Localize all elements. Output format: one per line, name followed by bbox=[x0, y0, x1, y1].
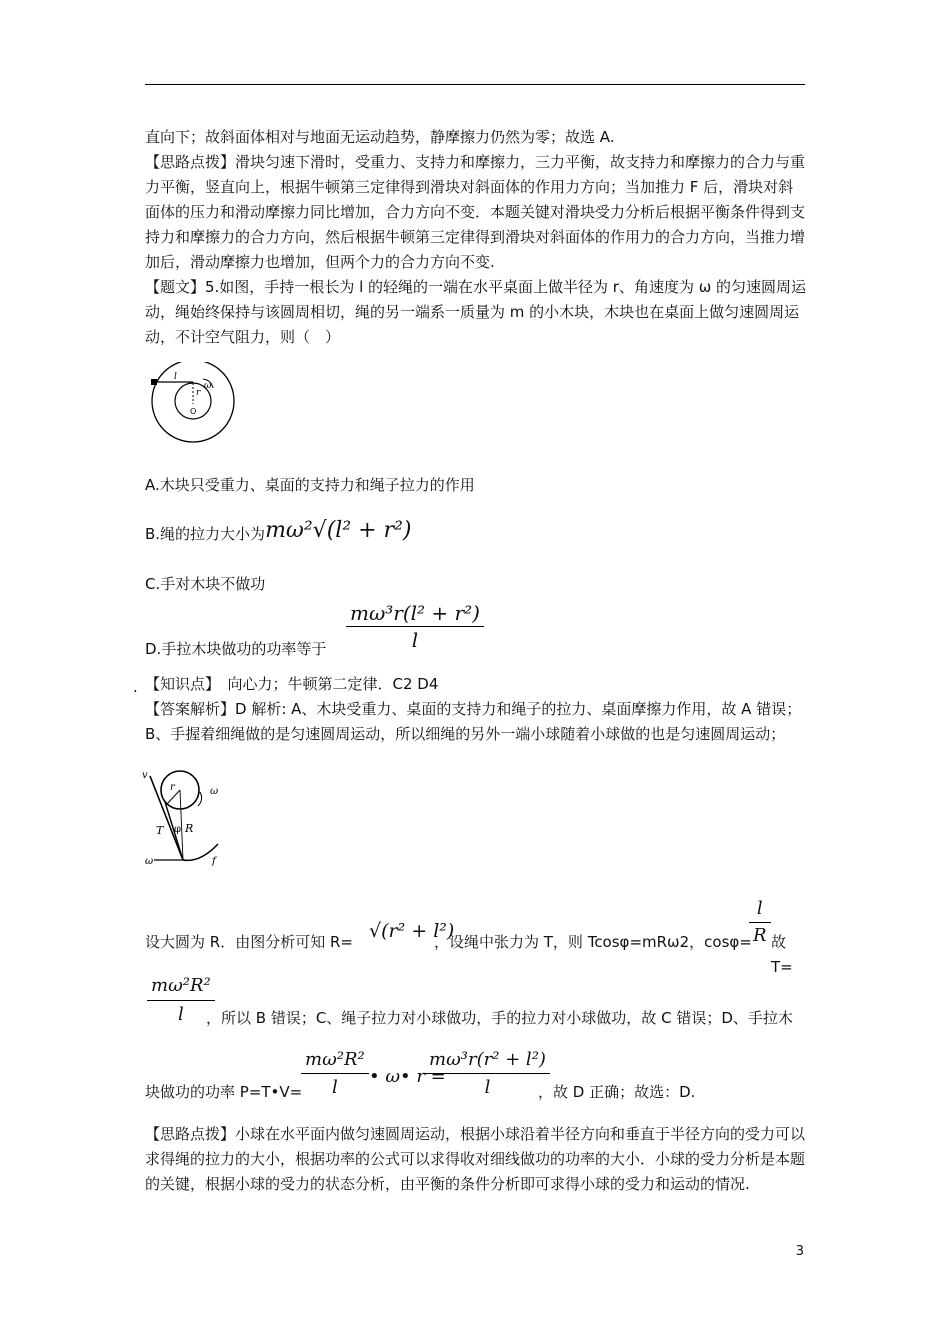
t-numerator: mω²R² bbox=[147, 972, 215, 1001]
label-omega: ω bbox=[204, 381, 212, 391]
option-c: C.手对木块不做功 bbox=[145, 575, 266, 593]
question-text: 【题文】5.如图，手持一根长为 l 的轻绳的一端在水平桌面上做半径为 r、角速度为 ω 的匀速圆周运动，绳始终保持与该圆周相切，绳的另一端系一质量为 m 的小木块，木块也在桌面上做匀速圆周运动，不计空气阻力，则（ ） bbox=[145, 278, 807, 346]
derivation-line-2: ，所以 B 错误；C、绳子拉力对小球做功，手的拉力对小球做功，故 C 错误；D、手拉木 bbox=[206, 1009, 793, 1027]
power-numerator-2: mω³r(r² + l²) bbox=[425, 1046, 550, 1074]
power-fraction-2 bbox=[425, 1046, 550, 1101]
block-square bbox=[151, 379, 157, 385]
power-numerator-1: mω²R² bbox=[301, 1046, 369, 1074]
derivation-root: √(r² + l²) bbox=[369, 920, 455, 942]
option-d-denominator: l bbox=[411, 628, 419, 652]
label-omega-bottom: ω bbox=[145, 856, 154, 867]
option-a: A.木块只受重力、桌面的支持力和绳子拉力的作用 bbox=[145, 476, 475, 494]
figure-concentric-circles bbox=[148, 362, 240, 444]
answer-analysis: 【答案解析】D 解析: A、木块受重力、桌面的支持力和绳子的拉力、桌面摩擦力作用，故 A 错误；B、手握着细绳做的是匀速圆周运动，所以细绳的另外一端小球随着小球做的也是匀速圆周运动； bbox=[145, 700, 802, 743]
derivation-3-end: ，故 D 正确；故选：D. bbox=[538, 1083, 696, 1101]
t-denominator: l bbox=[177, 1004, 184, 1025]
derivation-1-pre: 设大圆为 R．由图分析可知 R= bbox=[145, 933, 353, 951]
header-rule bbox=[145, 84, 805, 85]
option-d-label: D.手拉木块做功的功率等于 bbox=[145, 640, 327, 658]
option-b-formula: mω²√(l² + r²) bbox=[265, 518, 412, 543]
label-v: v bbox=[142, 770, 148, 781]
bullet-dot: . bbox=[133, 678, 138, 696]
page-number: 3 bbox=[795, 1244, 804, 1259]
power-denominator-1: l bbox=[331, 1077, 338, 1098]
label-l: l bbox=[174, 372, 177, 382]
option-b-label: B.绳的拉力大小为 bbox=[145, 525, 266, 543]
t-fraction bbox=[147, 972, 215, 1029]
cos-fraction bbox=[749, 896, 771, 949]
derivation-line-1 bbox=[145, 896, 807, 976]
option-d-numerator: mω³r(l² + r²) bbox=[346, 600, 484, 627]
label-big-r: R bbox=[185, 822, 194, 835]
derivation-1-mid: ，设绳中张力为 T，则 Tcosφ=mRω2，cosφ= bbox=[434, 933, 752, 951]
label-t: T bbox=[156, 824, 164, 837]
label-r-small: r bbox=[170, 782, 175, 793]
derivation-3-pre: 块做功的功率 P=T•V= bbox=[145, 1083, 303, 1101]
paragraph-tip-2: 【思路点拨】小球在水平面内做匀速圆周运动，根据小球沿着半径方向和垂直于半径方向的受力可以求得绳的拉力的大小，根据功率的公式可以求得收对细线做功的功率的大小．小球的受力分析是本题的关键，根据小球的受力的状态分析，由平衡的条件分析即可求得小球的受力和运动的情况. bbox=[145, 1125, 806, 1193]
figure-force-diagram bbox=[140, 768, 230, 874]
outer-circle bbox=[152, 362, 234, 442]
knowledge-point: 【知识点】 向心力；牛顿第二定律．C2 D4 bbox=[145, 675, 439, 693]
label-f: f bbox=[212, 856, 216, 867]
derivation-line-3 bbox=[145, 1046, 807, 1106]
power-fraction-1 bbox=[301, 1046, 369, 1101]
power-denominator-2: l bbox=[484, 1077, 491, 1098]
option-d-fraction bbox=[346, 600, 484, 653]
label-omega-top: ω bbox=[210, 786, 219, 797]
cos-denominator: R bbox=[753, 925, 767, 946]
label-r: r bbox=[196, 388, 201, 398]
velocity-line bbox=[150, 776, 183, 860]
power-mid: • ω• r = bbox=[369, 1066, 446, 1087]
label-o: O bbox=[190, 407, 197, 416]
paragraph-tip-1: 【思路点拨】滑块匀速下滑时，受重力、支持力和摩擦力，三力平衡，故支持力和摩擦力的合力与重力平衡，竖直向上，根据牛顿第三定律得到滑块对斜面体的作用力方向；当加推力 F 后，滑块对斜面体的压力和滑动摩擦力同比增加，合力方向不变．本题关键对滑块受力分析后根据平衡条件得到支持力和摩擦力的合力方向，然后根据牛顿第三定律得到滑块对斜面体的作用力的合力方向，当推力增加后，滑动摩擦力也增加，但两个力的合力方向不变. bbox=[145, 153, 806, 271]
label-phi: φ bbox=[174, 824, 182, 835]
derivation-1-end: 故 T= bbox=[771, 933, 793, 976]
paragraph-conclusion: 直向下；故斜面体相对与地面无运动趋势，静摩擦力仍然为零；故选 A. bbox=[145, 128, 615, 146]
cos-numerator: l bbox=[749, 896, 771, 923]
option-b bbox=[145, 518, 807, 547]
